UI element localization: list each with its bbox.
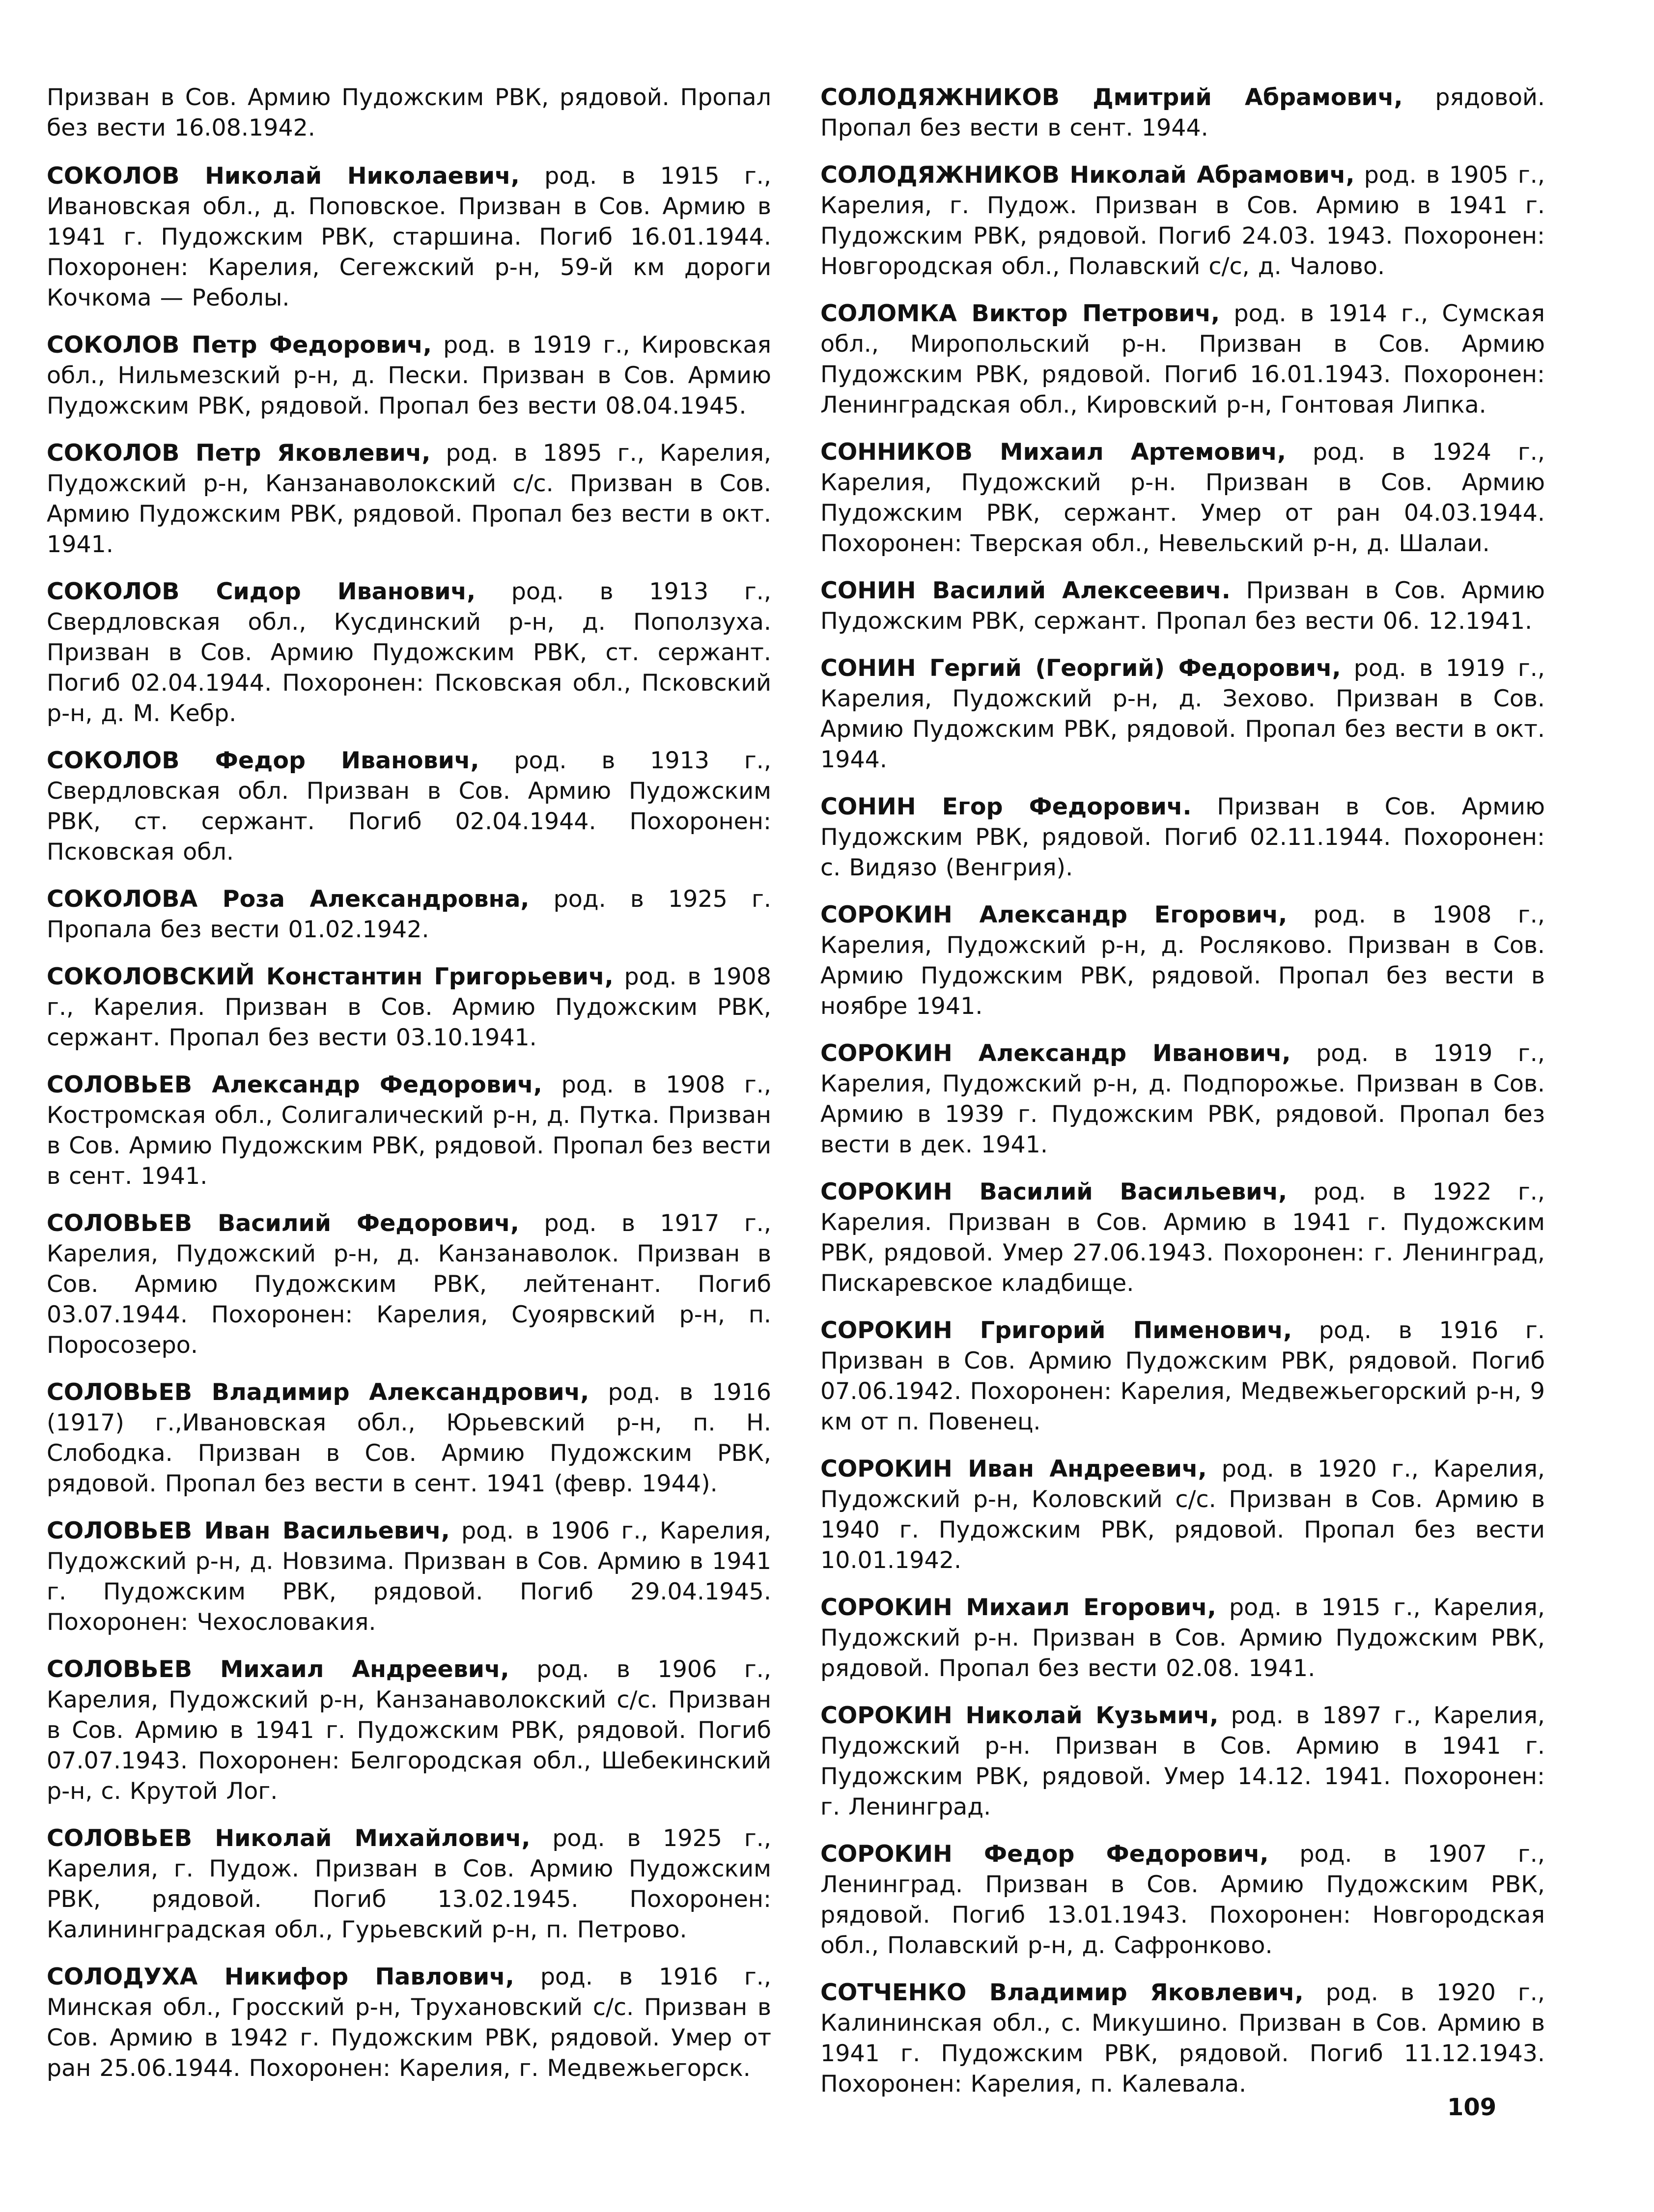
list-item — [47, 1962, 771, 2084]
list-item — [47, 884, 771, 945]
person-name: СОКОЛОВ Петр Федорович, — [47, 332, 432, 359]
person-details: род. в 1924 г., Карелия, Пудожский р-н. Призван в Сов. Армию Пудожским РВК, сержант. Умер от ран 04.03.1944. Похоронен: Тверская обл., Невельский р-н, д. Шалаи. — [820, 439, 1545, 557]
person-details: род. в 1914 г., Сумская обл., Миропольский р-н. Призван в Сов. Армию Пудожским РВК, рядовой. Погиб 16.01.1943. Похоронен: Ленинградская обл., Кировский р-н, Гонтовая Липка. — [820, 300, 1545, 419]
right-column — [820, 83, 1545, 2116]
person-details: рядовой. Пропал без вести в сент. 1944. — [820, 84, 1545, 141]
list-item — [47, 1516, 771, 1638]
person-name: СОЛОВЬЕВ Александр Федорович, — [47, 1071, 542, 1098]
person-name: СОНИН Василий Алексеевич. — [820, 577, 1231, 604]
person-details: род. в 1895 г., Карелия, Пудожский р-н, Канзанаволокский с/с. Призван в Сов. Армию Пудожским РВК, рядовой. Пропал без вести в окт. 1941. — [47, 440, 771, 558]
person-name: СОРОКИН Александр Егорович, — [820, 901, 1288, 928]
person-details: род. в 1919 г., Карелия, Пудожский р-н, д. Подпорожье. Призван в Сов. Армию в 1939 г. Пудожским РВК, рядовой. Пропал без вести в дек. 1941. — [820, 1040, 1545, 1158]
person-name: СОКОЛОВ Сидор Иванович, — [47, 578, 476, 605]
list-item — [47, 577, 771, 729]
person-details: род. в 1922 г., Карелия. Призван в Сов. Армию в 1941 г. Пудожским РВК, рядовой. Умер 27.06.1943. Похоронен: г. Ленинград, Пискаревское кладбище. — [820, 1178, 1545, 1297]
person-name: СОЛОМКА Виктор Петрович, — [820, 300, 1220, 327]
person-name: СОЛОДЯЖНИКОВ Дмитрий Абрамович, — [820, 84, 1403, 111]
list-item — [820, 1454, 1545, 1576]
person-name: СОРОКИН Михаил Егорович, — [820, 1594, 1216, 1621]
person-details: род. в 1906 г., Карелия, Пудожский р-н, д. Новзима. Призван в Сов. Армию в 1941 г. Пудожским РВК, рядовой. Погиб 29.04.1945. Похоронен: Чехословакия. — [47, 1517, 771, 1636]
person-details: род. в 1919 г., Кировская обл., Нильмезский р-н, д. Пески. Призван в Сов. Армию Пудожским РВК, рядовой. Пропал без вести 08.04.1945. — [47, 332, 771, 420]
person-details: род. в 1920 г., Калининская обл., с. Микушино. Призван в Сов. Армию в 1941 г. Пудожским РВК, рядовой. Погиб 11.12.1943. Похоронен: Карелия, п. Калевала. — [820, 1979, 1545, 2098]
list-item — [820, 1177, 1545, 1299]
person-details: род. в 1916 (1917) г.,Ивановская обл., Юрьевский р-н, п. Н. Слободка. Призван в Сов. Армию Пудожским РВК, рядовой. Пропал без вести в сент. 1941 (февр. 1944). — [47, 1379, 771, 1497]
list-item — [47, 438, 771, 560]
person-name: СОНИН Гергий (Георгий) Федорович, — [820, 655, 1341, 682]
person-name: СОЛОДУХА Никифор Павлович, — [47, 1963, 514, 1990]
person-details: род. в 1916 г., Минская обл., Гросский р-н, Трухановский с/с. Призван в Сов. Армию в 1942 г. Пудожским РВК, рядовой. Умер от ран 25.06.1944. Похоронен: Карелия, г. Медвежьегорск. — [47, 1963, 771, 2082]
person-details: род. в 1920 г., Карелия, Пудожский р-н, Коловский с/с. Призван в Сов. Армию в 1940 г. Пудожским РВК, рядовой. Пропал без вести 10.01.1942. — [820, 1456, 1545, 1574]
person-name: СОЛОВЬЕВ Владимир Александрович, — [47, 1379, 589, 1406]
person-name: СОНИН Егор Федорович. — [820, 793, 1192, 820]
person-name: СОКОЛОВСКИЙ Константин Григорьевич, — [47, 963, 614, 990]
list-item — [820, 299, 1545, 420]
person-details: род. в 1915 г., Ивановская обл., д. Поповское. Призван в Сов. Армию в 1941 г. Пудожским РВК, старшина. Погиб 16.01.1944. Похоронен: Карелия, Сегежский р-н, 59-й км дороги Кочкома — Реболы. — [47, 163, 771, 311]
person-details: род. в 1905 г., Карелия, г. Пудож. Призван в Сов. Армию в 1941 г. Пудожским РВК, рядовой. Погиб 24.03. 1943. Похоронен: Новгородская обл., Полавский с/с, д. Чалово. — [820, 162, 1545, 280]
person-name: СОРОКИН Иван Андреевич, — [820, 1456, 1207, 1483]
list-item — [820, 1978, 1545, 2100]
person-name: СОРОКИН Николай Кузьмич, — [820, 1702, 1219, 1729]
list-item — [47, 746, 771, 868]
person-name: СОЛОВЬЕВ Николай Михайлович, — [47, 1825, 531, 1852]
list-item — [47, 161, 771, 313]
list-item — [47, 962, 771, 1053]
person-name: СОРОКИН Григорий Пименович, — [820, 1317, 1292, 1344]
person-details: Призван в Сов. Армию Пудожским РВК, сержант. Пропал без вести 06. 12.1941. — [820, 577, 1545, 635]
person-details: род. в 1915 г., Карелия, Пудожский р-н. Призван в Сов. Армию Пудожским РВК, рядовой. Пропал без вести 02.08. 1941. — [820, 1594, 1545, 1682]
person-name: СОКОЛОВ Федор Иванович, — [47, 747, 479, 774]
person-details: род. в 1925 г. Пропала без вести 01.02.1942. — [47, 886, 771, 943]
list-item — [820, 653, 1545, 775]
person-details: род. в 1913 г., Свердловская обл., Кусдинский р-н, д. Поползуха. Призван в Сов. Армию Пудожским РВК, ст. сержант. Погиб 02.04.1944. Похоронен: Псковская обл., Псковский р-н, д. М. Кебр. — [47, 578, 771, 727]
person-details: род. в 1917 г., Карелия, Пудожский р-н, д. Канзанаволок. Призван в Сов. Армию Пудожским РВК, лейтенант. Погиб 03.07.1944. Похоронен: Карелия, Суоярвский р-н, п. Поросозеро. — [47, 1210, 771, 1359]
list-item — [47, 1823, 771, 1945]
list-item — [820, 1593, 1545, 1684]
list-item — [820, 437, 1545, 559]
person-details: Призван в Сов. Армию Пудожским РВК, рядовой. Погиб 02.11.1944. Похоронен: с. Видязо (Венгрия). — [820, 793, 1545, 881]
list-item — [47, 1070, 771, 1192]
list-item — [820, 792, 1545, 883]
continued-entry: Призван в Сов. Армию Пудожским РВК, рядовой. Пропал без вести 16.08.1942. — [47, 84, 771, 141]
person-details: род. в 1916 г. Призван в Сов. Армию Пудожским РВК, рядовой. Погиб 07.06.1942. Похоронен: Карелия, Медвежьегорский р-н, 9 км от п. Повенец. — [820, 1317, 1545, 1435]
list-item — [820, 1701, 1545, 1822]
person-name: СОРОКИН Александр Иванович, — [820, 1040, 1291, 1067]
person-details: род. в 1908 г., Карелия, Пудожский р-н, д. Росляково. Призван в Сов. Армию Пудожским РВК, рядовой. Пропал без вести в ноябре 1941. — [820, 901, 1545, 1020]
person-details: род. в 1913 г., Свердловская обл. Призван в Сов. Армию Пудожским РВК, ст. сержант. Погиб 02.04.1944. Похоронен: Псковская обл. — [47, 747, 771, 866]
list-item — [820, 576, 1545, 637]
person-name: СОЛОВЬЕВ Иван Васильевич, — [47, 1517, 450, 1544]
page-number: 109 — [1447, 2094, 1497, 2121]
person-name: СОКОЛОВ Петр Яковлевич, — [47, 440, 431, 467]
list-item — [820, 83, 1545, 143]
list-item — [820, 1038, 1545, 1160]
person-details: род. в 1908 г., Карелия. Призван в Сов. Армию Пудожским РВК, сержант. Пропал без вести 03.10.1941. — [47, 963, 771, 1051]
list-item — [820, 160, 1545, 282]
list-item — [820, 1839, 1545, 1961]
person-details: род. в 1919 г., Карелия, Пудожский р-н, д. Зехово. Призван в Сов. Армию Пудожским РВК, рядовой. Пропал без вести в окт. 1944. — [820, 655, 1545, 773]
list-item — [820, 900, 1545, 1022]
person-details: род. в 1897 г., Карелия, Пудожский р-н. Призван в Сов. Армию в 1941 г. Пудожским РВК, рядовой. Умер 14.12. 1941. Похоронен: г. Ленинград. — [820, 1702, 1545, 1820]
list-item — [820, 1316, 1545, 1437]
person-name: СОЛОВЬЕВ Василий Федорович, — [47, 1210, 519, 1237]
person-name: СОЛОДЯЖНИКОВ Николай Абрамович, — [820, 162, 1355, 189]
list-item — [47, 330, 771, 421]
person-details: род. в 1907 г., Ленинград. Призван в Сов. Армию Пудожским РВК, рядовой. Погиб 13.01.1943. Похоронен: Новгородская обл., Полавский р-н, д. Сафронково. — [820, 1841, 1545, 1959]
person-details: род. в 1906 г., Карелия, Пудожский р-н, Канзанаволокский с/с. Призван в Сов. Армию в 1941 г. Пудожским РВК, рядовой. Погиб 07.07.1943. Похоронен: Белгородская обл., Шебекинский р-н, с. Крутой Лог. — [47, 1656, 771, 1805]
person-name: СОТЧЕНКО Владимир Яковлевич, — [820, 1979, 1304, 2006]
person-details: род. в 1908 г., Костромская обл., Солигалический р-н, д. Путка. Призван в Сов. Армию Пудожским РВК, рядовой. Пропал без вести в сент. 1941. — [47, 1071, 771, 1190]
person-details: род. в 1925 г., Карелия, г. Пудож. Призван в Сов. Армию Пудожским РВК, рядовой. Погиб 13.02.1945. Похоронен: Калининградская обл., Гурьевский р-н, п. Петрово. — [47, 1825, 771, 1943]
list-item — [47, 1208, 771, 1361]
left-column — [47, 83, 771, 2100]
person-name: СОКОЛОВ Николай Николаевич, — [47, 163, 520, 190]
person-name: СОКОЛОВА Роза Александровна, — [47, 886, 530, 913]
person-name: СОННИКОВ Михаил Артемович, — [820, 439, 1286, 466]
person-name: СОЛОВЬЕВ Михаил Андреевич, — [47, 1656, 509, 1683]
person-name: СОРОКИН Федор Федорович, — [820, 1841, 1269, 1868]
list-item — [47, 1654, 771, 1807]
list-item — [47, 1377, 771, 1499]
person-name: СОРОКИН Василий Васильевич, — [820, 1178, 1288, 1205]
